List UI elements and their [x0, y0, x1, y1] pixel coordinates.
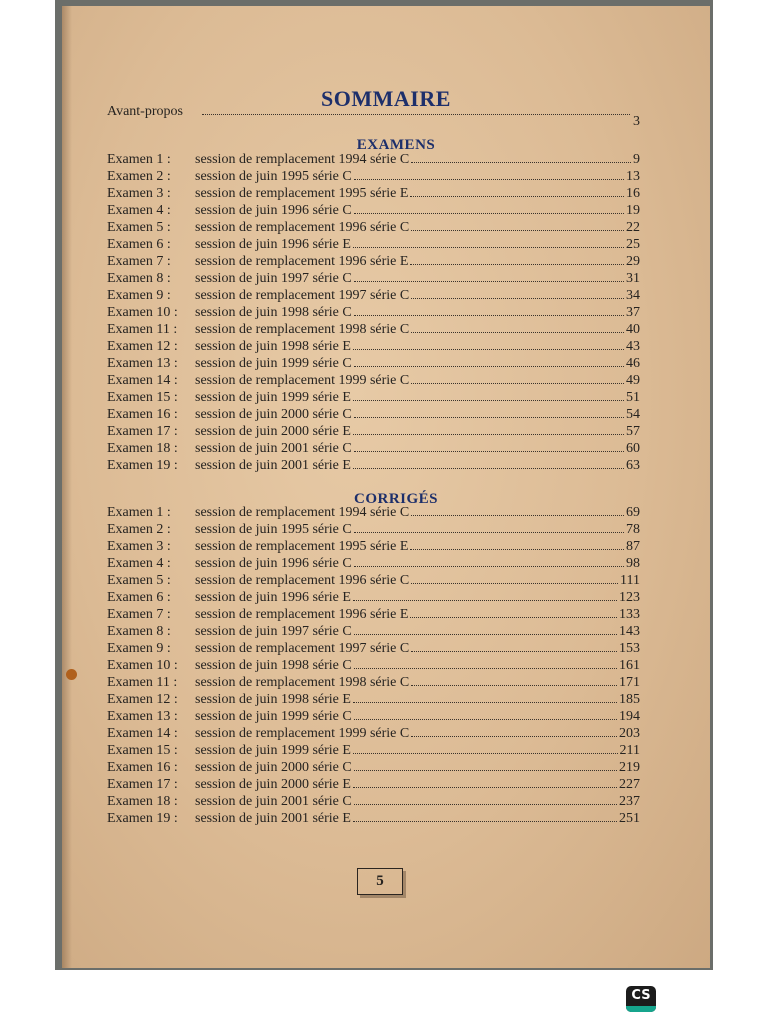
toc-page-number: 219 — [619, 760, 640, 775]
toc-page-number: 43 — [626, 339, 640, 354]
toc-entry-label: Examen 13 : — [107, 709, 178, 724]
toc-row — [107, 657, 640, 674]
toc-row — [107, 185, 640, 202]
toc-page-number: 25 — [626, 237, 640, 252]
dot-leader — [354, 440, 624, 452]
toc-page-number: 63 — [626, 458, 640, 473]
toc-page-number: 143 — [619, 624, 640, 639]
toc-entry-label: Examen 2 : — [107, 169, 171, 184]
dot-leader — [411, 219, 624, 231]
toc-row — [107, 202, 640, 219]
toc-entry-label: Examen 6 : — [107, 237, 171, 252]
toc-row — [107, 389, 640, 406]
toc-entry-description: session de remplacement 1996 série E — [195, 254, 409, 269]
dot-leader — [354, 793, 617, 805]
toc-entry-label: Examen 17 : — [107, 424, 178, 439]
dot-leader — [354, 355, 624, 367]
toc-page-number: 153 — [619, 641, 640, 656]
toc-page-number: 40 — [626, 322, 640, 337]
dot-leader — [410, 185, 624, 197]
toc-page-number: 57 — [626, 424, 640, 439]
toc-entry-label: Examen 15 : — [107, 390, 178, 405]
toc-entry-description: session de juin 1996 série E — [195, 237, 351, 252]
toc-page-number: 161 — [619, 658, 640, 673]
toc-entry-label: Examen 5 : — [107, 573, 171, 588]
toc-row — [107, 691, 640, 708]
toc-page-number: 22 — [626, 220, 640, 235]
toc-page-number: 98 — [626, 556, 640, 571]
toc-row — [107, 440, 640, 457]
toc-entry-label: Examen 9 : — [107, 641, 171, 656]
toc-entry-label: Examen 4 : — [107, 203, 171, 218]
toc-page-number: 237 — [619, 794, 640, 809]
book-page — [62, 6, 710, 968]
toc-row — [107, 776, 640, 793]
dot-leader — [411, 287, 624, 299]
toc-page-number: 29 — [626, 254, 640, 269]
toc-page-number: 37 — [626, 305, 640, 320]
toc-entry-description: session de remplacement 1995 série E — [195, 539, 409, 554]
toc-page-number: 203 — [619, 726, 640, 741]
dot-leader — [202, 114, 630, 115]
dot-leader — [354, 304, 624, 316]
toc-row — [107, 708, 640, 725]
dot-leader — [353, 589, 617, 601]
toc-page-number: 54 — [626, 407, 640, 422]
toc-entry-description: session de juin 2000 série C — [195, 407, 352, 422]
toc-entry-label: Examen 10 : — [107, 305, 178, 320]
dot-leader — [353, 810, 617, 822]
toc-row — [107, 725, 640, 742]
toc-row — [107, 674, 640, 691]
toc-entry-description: session de remplacement 1997 série C — [195, 288, 410, 303]
toc-entry-label: Examen 10 : — [107, 658, 178, 673]
toc-page-number: 87 — [626, 539, 640, 554]
toc-page-number: 185 — [619, 692, 640, 707]
toc-entry-label: Examen 16 : — [107, 760, 178, 775]
page-stain-mark — [66, 669, 77, 680]
toc-entry-label: Examen 4 : — [107, 556, 171, 571]
toc-entry-description: session de juin 1999 série C — [195, 709, 352, 724]
toc-row — [107, 555, 640, 572]
toc-page-number: 9 — [633, 152, 640, 167]
toc-entry-description: session de juin 2000 série C — [195, 760, 352, 775]
toc-row — [107, 759, 640, 776]
toc-entry-description: session de juin 1999 série E — [195, 390, 351, 405]
dot-leader — [411, 321, 624, 333]
toc-entry-label: Examen 3 : — [107, 539, 171, 554]
toc-page-number: 194 — [619, 709, 640, 724]
toc-page-number: 16 — [626, 186, 640, 201]
toc-row — [107, 270, 640, 287]
toc-entry-description: session de juin 2001 série E — [195, 458, 351, 473]
toc-entry-label: Examen 7 : — [107, 254, 171, 269]
toc-row-avant-propos — [107, 104, 640, 128]
toc-row — [107, 793, 640, 810]
toc-row — [107, 623, 640, 640]
dot-leader — [353, 236, 624, 248]
toc-entry-label: Examen 6 : — [107, 590, 171, 605]
toc-row — [107, 253, 640, 270]
toc-entry-description: session de juin 1995 série C — [195, 169, 352, 184]
dot-leader — [353, 742, 618, 754]
toc-entry-label: Examen 19 : — [107, 458, 178, 473]
toc-entry-description: session de remplacement 1998 série C — [195, 322, 410, 337]
toc-entry-label: Examen 5 : — [107, 220, 171, 235]
toc-entry-label: Examen 8 : — [107, 624, 171, 639]
dot-leader — [354, 406, 624, 418]
dot-leader — [411, 372, 624, 384]
toc-entry-label: Examen 2 : — [107, 522, 171, 537]
toc-entry-description: session de juin 1997 série C — [195, 624, 352, 639]
toc-row — [107, 640, 640, 657]
toc-entry-description: session de juin 1996 série C — [195, 556, 352, 571]
toc-entry-label: Examen 18 : — [107, 441, 178, 456]
toc-entry-description: session de juin 1998 série E — [195, 692, 351, 707]
toc-entry-label: Examen 12 : — [107, 692, 178, 707]
toc-row — [107, 338, 640, 355]
toc-row — [107, 521, 640, 538]
toc-entry-description: session de juin 2001 série E — [195, 811, 351, 826]
toc-page-number: 78 — [626, 522, 640, 537]
toc-entry-label: Examen 19 : — [107, 811, 178, 826]
dot-leader — [353, 389, 624, 401]
toc-entry-description: session de juin 2000 série E — [195, 777, 351, 792]
toc-entry-label: Examen 14 : — [107, 726, 178, 741]
toc-page-number: 133 — [619, 607, 640, 622]
dot-leader — [353, 457, 624, 469]
toc-entry-label: Examen 14 : — [107, 373, 178, 388]
toc-page-number: 227 — [619, 777, 640, 792]
toc-page-number: 19 — [626, 203, 640, 218]
dot-leader — [354, 657, 617, 669]
dot-leader — [411, 504, 624, 516]
toc-row — [107, 504, 640, 521]
toc-entry-label: Examen 7 : — [107, 607, 171, 622]
toc-entry-description: session de juin 1999 série C — [195, 356, 352, 371]
dot-leader — [353, 338, 624, 350]
toc-page-number: 34 — [626, 288, 640, 303]
toc-entry-label: Examen 8 : — [107, 271, 171, 286]
toc-page-number: 31 — [626, 271, 640, 286]
toc-entry-description: session de juin 1995 série C — [195, 522, 352, 537]
section-heading-corriges: CORRIGÉS — [353, 491, 439, 507]
toc-page-number: 3 — [633, 114, 640, 129]
dot-leader — [411, 725, 617, 737]
toc-row — [107, 572, 640, 589]
toc-entry-label: Examen 11 : — [107, 675, 178, 690]
toc-entry-label: Avant-propos — [107, 104, 183, 119]
toc-row — [107, 538, 640, 555]
toc-entry-description: session de juin 1998 série E — [195, 339, 351, 354]
toc-entry-label: Examen 12 : — [107, 339, 178, 354]
toc-entry-description: session de remplacement 1996 série C — [195, 573, 410, 588]
toc-row — [107, 304, 640, 321]
toc-entry-description: session de juin 1997 série C — [195, 271, 352, 286]
dot-leader — [354, 202, 624, 214]
toc-page-number: 171 — [619, 675, 640, 690]
toc-row — [107, 287, 640, 304]
toc-entry-label: Examen 13 : — [107, 356, 178, 371]
dot-leader — [354, 270, 624, 282]
toc-entry-description: session de juin 1998 série C — [195, 305, 352, 320]
toc-row — [107, 219, 640, 236]
toc-row — [107, 606, 640, 623]
dot-leader — [354, 521, 624, 533]
toc-row — [107, 151, 640, 168]
toc-entry-label: Examen 9 : — [107, 288, 171, 303]
toc-entry-description: session de remplacement 1997 série C — [195, 641, 410, 656]
dot-leader — [354, 759, 617, 771]
toc-entry-description: session de remplacement 1996 série E — [195, 607, 409, 622]
toc-row — [107, 810, 640, 827]
dot-leader — [410, 606, 617, 618]
camscanner-logo-icon — [626, 986, 656, 1012]
dot-leader — [411, 674, 617, 686]
toc-row — [107, 423, 640, 440]
toc-entry-label: Examen 17 : — [107, 777, 178, 792]
dot-leader — [353, 423, 624, 435]
toc-entry-description: session de juin 1996 série C — [195, 203, 352, 218]
dot-leader — [354, 623, 617, 635]
toc-page-number: 211 — [619, 743, 640, 758]
toc-page-number: 69 — [626, 505, 640, 520]
toc-entry-description: session de remplacement 1995 série E — [195, 186, 409, 201]
dot-leader — [353, 776, 617, 788]
dot-leader — [410, 538, 624, 550]
toc-entry-description: session de remplacement 1999 série C — [195, 373, 410, 388]
toc-entry-description: session de juin 1996 série E — [195, 590, 351, 605]
toc-page-number: 46 — [626, 356, 640, 371]
toc-entry-label: Examen 1 : — [107, 505, 171, 520]
toc-entry-label: Examen 15 : — [107, 743, 178, 758]
toc-entry-label: Examen 1 : — [107, 152, 171, 167]
toc-entry-description: session de juin 2001 série C — [195, 441, 352, 456]
dot-leader — [354, 708, 617, 720]
toc-page-number: 111 — [620, 573, 640, 588]
dot-leader — [354, 168, 624, 180]
toc-page-number: 13 — [626, 169, 640, 184]
logo-text: CS — [631, 988, 651, 1003]
dot-leader — [410, 253, 624, 265]
toc-page-number: 251 — [619, 811, 640, 826]
toc-row — [107, 321, 640, 338]
toc-page-number: 51 — [626, 390, 640, 405]
toc-entry-description: session de juin 2000 série E — [195, 424, 351, 439]
dot-leader — [411, 151, 631, 163]
toc-entry-label: Examen 11 : — [107, 322, 178, 337]
dot-leader — [411, 572, 618, 584]
toc-entry-description: session de remplacement 1994 série C — [195, 152, 410, 167]
toc-entry-description: session de remplacement 1998 série C — [195, 675, 410, 690]
toc-row — [107, 406, 640, 423]
page-number: 5 — [357, 868, 403, 895]
toc-entry-label: Examen 16 : — [107, 407, 178, 422]
toc-entry-description: session de juin 1999 série E — [195, 743, 351, 758]
toc-entry-label: Examen 18 : — [107, 794, 178, 809]
toc-entry-description: session de juin 2001 série C — [195, 794, 352, 809]
dot-leader — [411, 640, 617, 652]
toc-entry-label: Examen 3 : — [107, 186, 171, 201]
toc-entry-description: session de remplacement 1996 série C — [195, 220, 410, 235]
toc-row — [107, 168, 640, 185]
section-heading-examens: EXAMENS — [356, 137, 436, 153]
toc-page-number: 123 — [619, 590, 640, 605]
toc-entry-description: session de remplacement 1994 série C — [195, 505, 410, 520]
toc-entry-description: session de remplacement 1999 série C — [195, 726, 410, 741]
toc-page-number: 60 — [626, 441, 640, 456]
toc-row — [107, 372, 640, 389]
logo-stripe — [626, 1006, 656, 1012]
toc-row — [107, 355, 640, 372]
toc-entry-description: session de juin 1998 série C — [195, 658, 352, 673]
toc-row — [107, 742, 640, 759]
dot-leader — [353, 691, 617, 703]
toc-row — [107, 236, 640, 253]
page-title: SOMMAIRE — [321, 86, 451, 111]
dot-leader — [354, 555, 624, 567]
toc-page-number: 49 — [626, 373, 640, 388]
toc-row — [107, 589, 640, 606]
toc-row — [107, 457, 640, 474]
